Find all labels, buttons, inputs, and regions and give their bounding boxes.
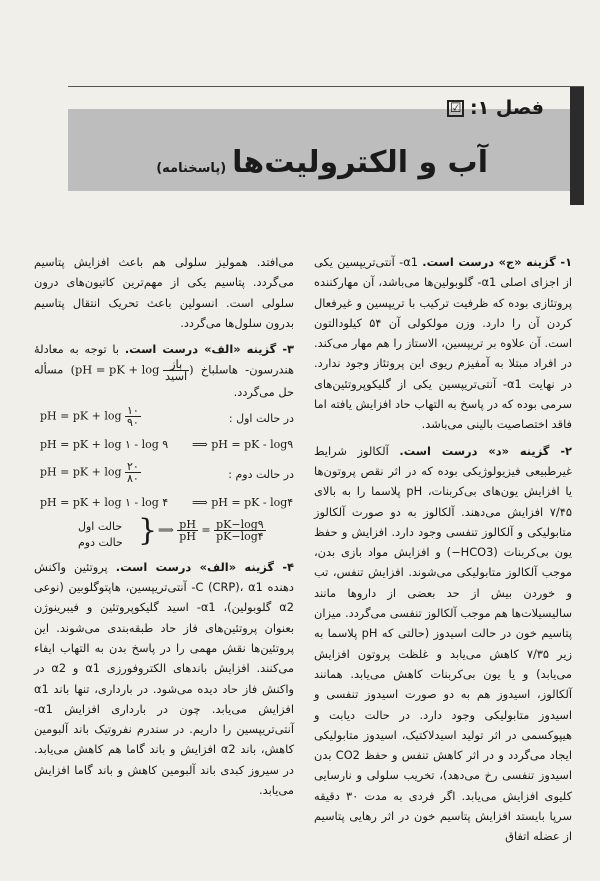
state-1-formula-3: ⟹ pH = pK - log۹ <box>192 437 294 451</box>
answer-4-heading: ۴- گزینه «الف» درست است. <box>115 559 294 574</box>
answer-2-continued: می‌افتد. همولیز سلولی هم باعث افزایش پتاسیم می‌گردد. پتاسیم یکی از مهم‌ترین کاتیون‌های درون سلولی است. انسولین باعث تحریک انتقال پتاسیم بدرون سلول‌ها می‌گردد. <box>34 255 294 330</box>
answer-4 <box>34 557 294 801</box>
state-2-formula-3: ⟹ pH = pK - log۴ <box>192 495 294 509</box>
chapter-title <box>156 145 488 180</box>
right-column <box>314 252 572 847</box>
chapter-label: فصل ۱: <box>470 97 544 119</box>
answer-4-body: پروتئین واکنش دهنده C (CRP)، α1- آنتی‌تریپسین، هاپتوگلوبین (نوعی α2 گلوبولین)، α1- اسید گلیکوپروتئین و فیبرینوژن بعنوان پروتئین‌های فاز حاد طبقه‌بندی می‌شوند. این پروتئین‌ها نقش مهمی را در پاسخ بدن به التهاب ایفاء می‌کنند. افزایش باندهای الکتروفورزی α1 و α2 در واکنش فاز حاد دیده می‌شود. در بارداری، تنها باند α1 افزایش می‌یابد. چون در بارداری افزایش α1- آنتی‌تریپسین را داریم. در سندرم نفروتیک باند آلبومین کاهش، باند α2 افزایش و باند گاما هم کاهش می‌یابد. در سیروز کبدی باند آلبومین کاهش و باند گاما افزایش می‌یابد. <box>34 559 294 798</box>
answer-3-heading: ۳- گزینه «الف» درست است. <box>124 342 294 357</box>
state-1-label: در حالت اول : <box>228 411 294 425</box>
answer-2-heading: ۲- گزینه «د» درست است. <box>399 443 572 458</box>
checkbox-icon: ☑ <box>447 100 464 117</box>
chapter-banner <box>68 86 584 205</box>
ratio-formula: ⟹ $\frac{pH}{pH}$ = $\frac{pK-\log ۹}{pK-\log ۴}$ <box>158 517 264 543</box>
left-column <box>34 252 294 800</box>
state-2-label: در حالت دوم : <box>228 467 294 481</box>
answer-3-body-end: مسأله حل می‌گردد. <box>34 362 294 400</box>
state-second-label: حالت دوم <box>78 535 123 549</box>
state-first-label: حالت اول <box>78 519 123 533</box>
state-2-formula-1: pH = pK + log $\frac{۲۰}{۸۰}$ <box>40 459 139 485</box>
state-2-formula-2: pH = pK + log ۱ - log ۴ <box>40 495 169 509</box>
answer-2 <box>314 441 572 847</box>
banner-side-bar <box>570 87 584 205</box>
chapter-title-main: آب و الکترولیت‌ها <box>232 145 488 180</box>
right-brace-icon: } <box>138 512 158 548</box>
formula-derivation <box>34 405 294 551</box>
answer-3 <box>34 339 294 403</box>
answer-3-body-start: با توجه به معادلهٔ هندرسون- هاسلباخ <box>34 342 294 377</box>
answer-1-heading: ۱- گزینه «ج» درست است. <box>422 255 573 269</box>
answer-2-body: آلکالوز شرایط غیرطبیعی فیزیولوژیکی بوده که در اثر نقص پروتون‌ها یا افزایش یون‌های بی‌کربنات، pH پلاسما را به بالای ۷/۴۵ افزایش می‌دهند. آلکالوز به دو صورت آلکالوز متابولیکی و آلکالوز تنفسی وجود دارد. افزایش و حفظ یون بی‌کربنات (HCO3−) و افزایش مواد بازی بدن، موجب آلکالوز متابولیکی می‌شوند. افزایش تنفس، تب و خوردن بیش از حد بعضی از داروها مانند سالیسیلات‌ها هم موجب آلکالوز تنفسی می‌گردد. میزان پتاسیم خون در حالت اسیدوز (حالتی که pH پلاسما به زیر ۷/۳۵ کاهش می‌یابد و غلظت پروتون افزایش می‌یابد) و یا یون بی‌کربنات کاهش می‌یابد. همانند آلکالوز، اسیدوز هم به دو صورت اسیدوز تنفسی و اسیدوز متابولیکی وجود دارد. در حالت دیابت و هیپوکسمی در اثر تولید اسیدلاکتیک، اسیدوز متابولیکی ایجاد می‌گردد و در اثر کاهش تنفس و حفظ CO2 بدن اسیدوز تنفسی رخ می‌دهد)، تخریب سلولی و نارسایی کلیوی افزایش می‌یابد. اگر فردی به مدت ۳۰ دقیقه سرپا بایستد افزایش پتاسیم خون در اثر رهایی پتاسیم از عضله اتفاق <box>314 443 573 844</box>
state-1-formula-2: pH = pK + log ۱ - log ۹ <box>40 437 169 451</box>
chapter-heading <box>447 93 544 123</box>
answer-1 <box>314 252 572 435</box>
henderson-hasselbalch-formula: (pH = pK + log $\frac{\text{باز}}{\text{اسید}}$ ) <box>70 357 194 384</box>
state-1-formula-1: pH = pK + log $\frac{۱۰}{۹۰}$ <box>40 403 139 429</box>
answer-1-body: α1- آنتی‌تریپسین یکی از اجزای اصلی α1- گلوبولین‌ها می‌باشد، آن مهارکننده پروتئازی بوده که ظرفیت ترکیب با تریپسین و غیرفعال کردن آن را دارد. وزن مولکولی آن ۵۴ کیلودالتون است. آن علاوه بر تریپسین، الاستاز را هم مهار می‌کند. در افراد مبتلا به آمفیزم ریوی این پروتئاز وجود ندارد. در نهایت α1- آنتی‌تریپسین یکی از گلیکوپروتئین‌های سرمی بوده که در پاسخ به التهاب حاد افزایش یافته اما فاقد اختصاصیت بالینی می‌باشد. <box>314 255 573 432</box>
chapter-title-subtitle: (پاسخنامه) <box>156 161 227 176</box>
